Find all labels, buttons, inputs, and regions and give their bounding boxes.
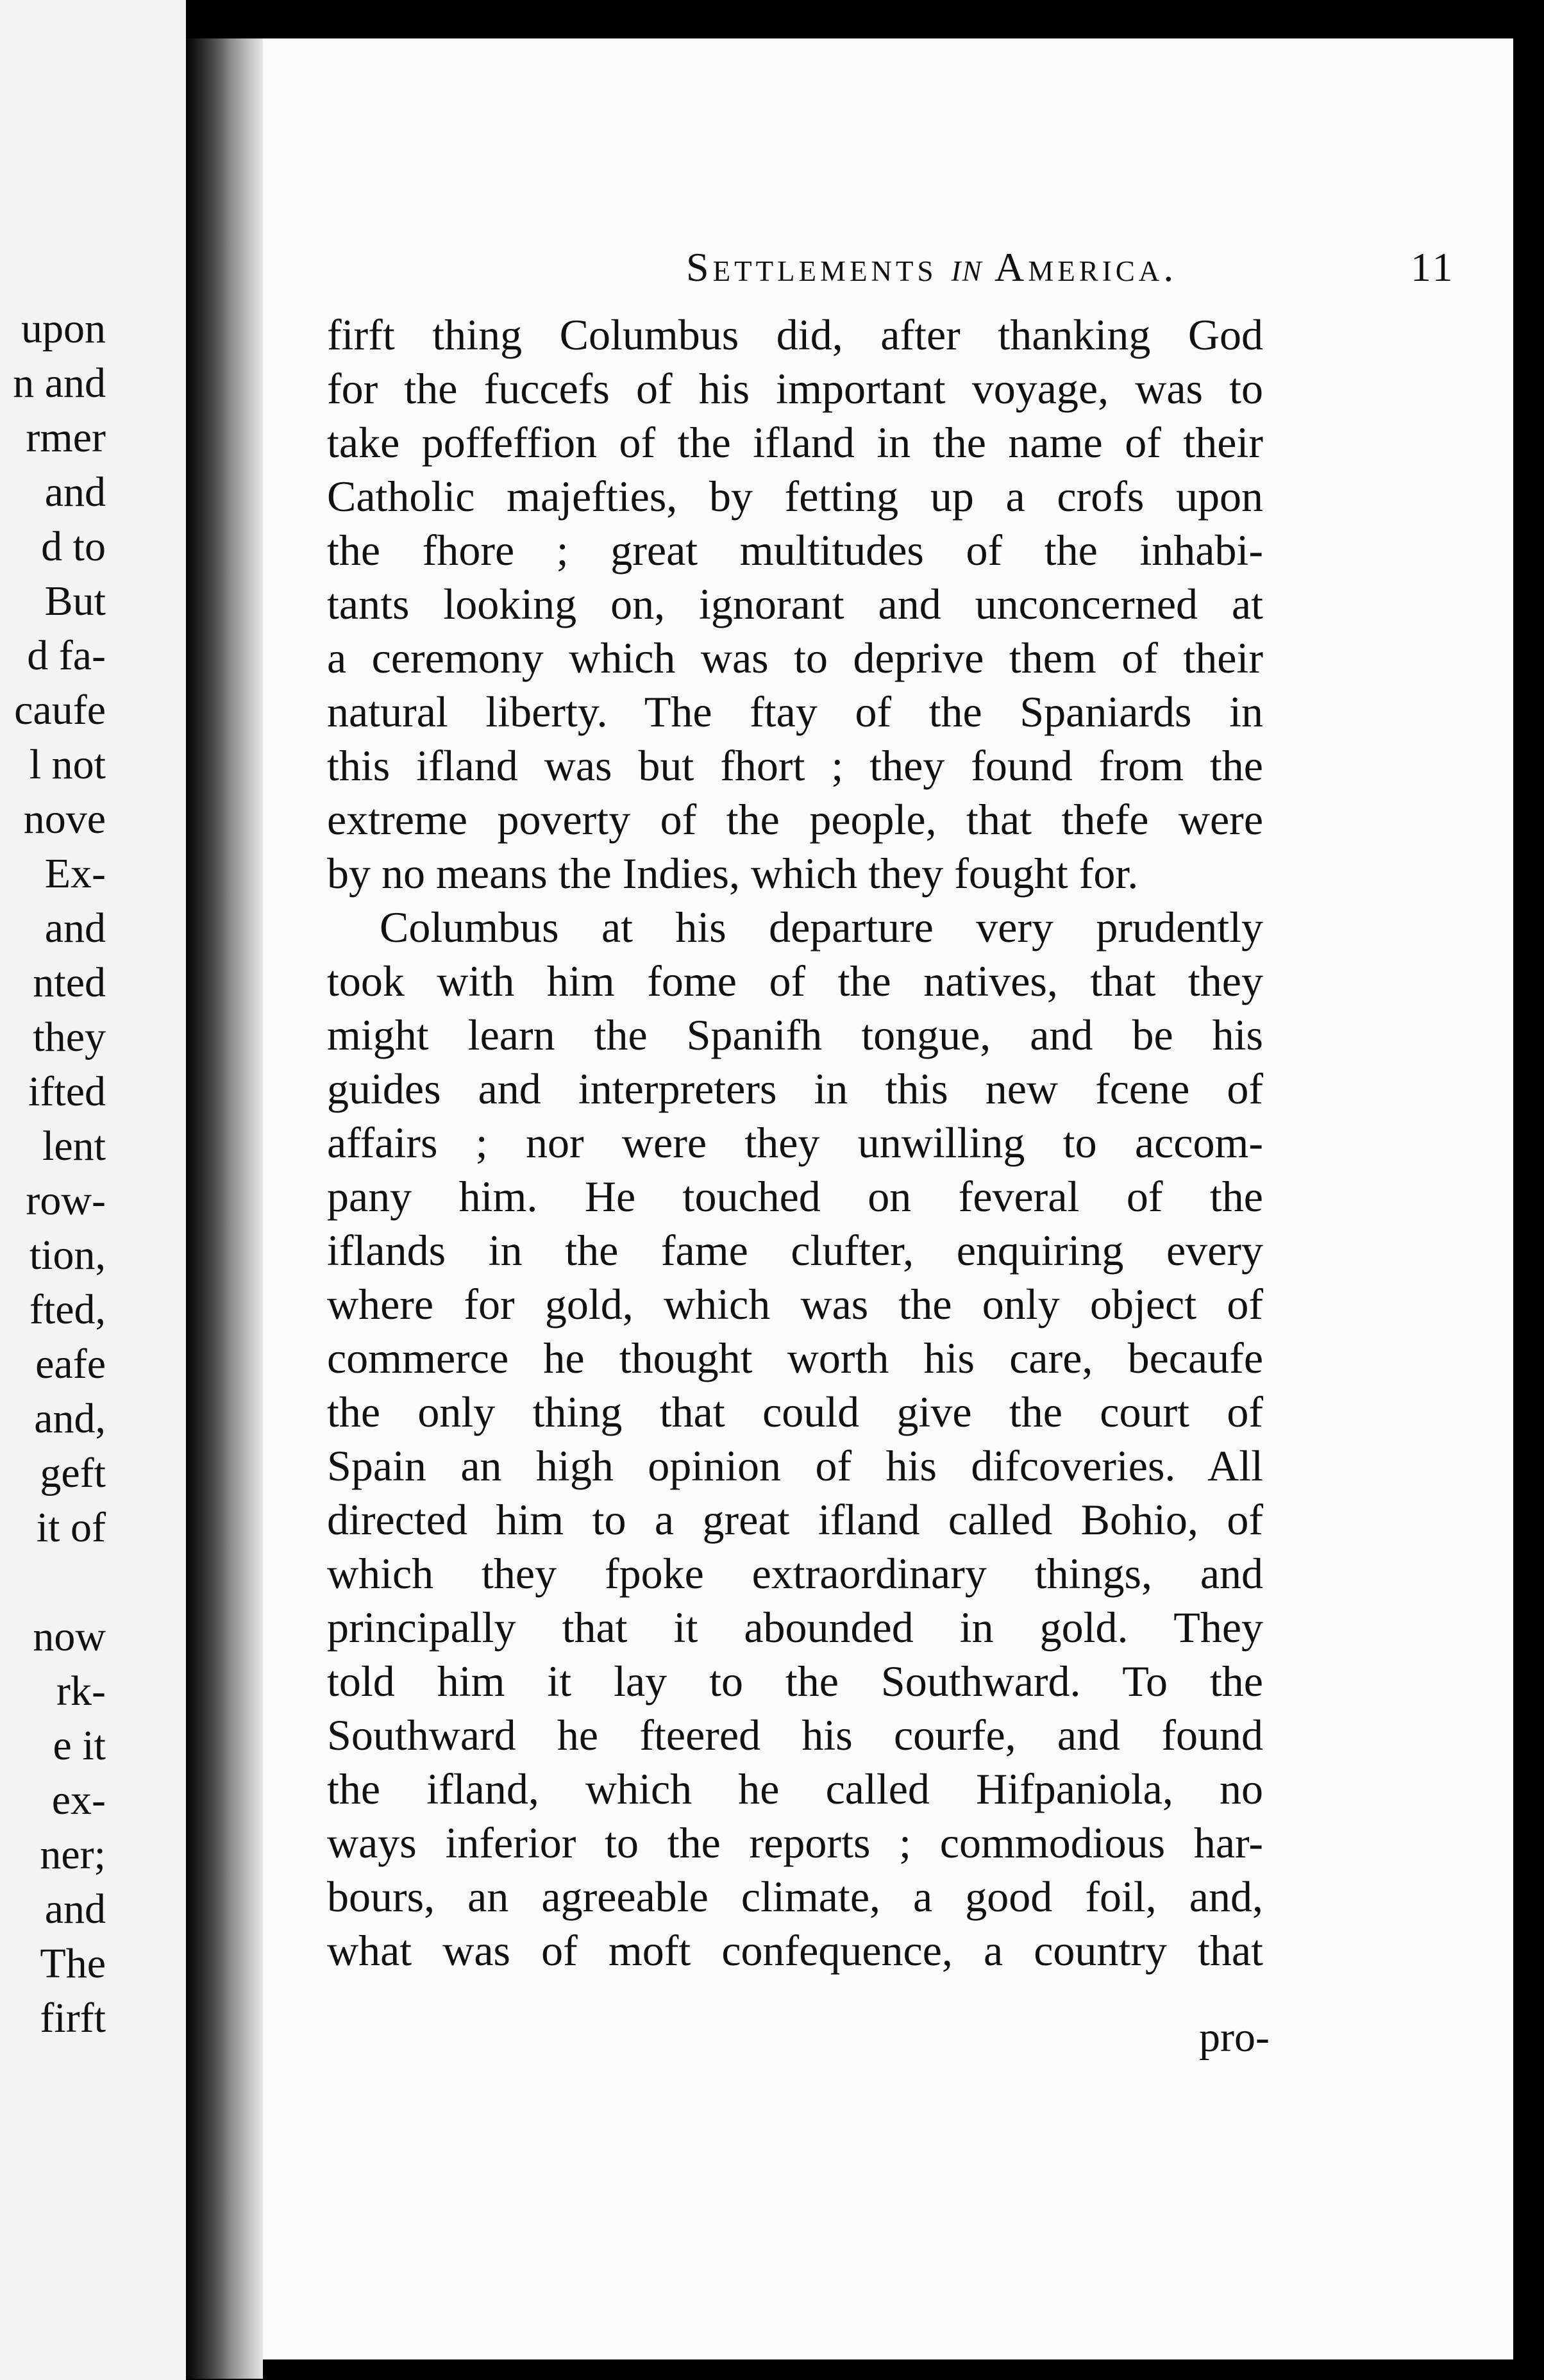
page-number: 11 (1411, 244, 1456, 290)
body-line: where for gold, which was the only object of (327, 1280, 1263, 1328)
facing-page-line: rmer (26, 414, 106, 461)
body-line: Columbus at his departure very prudently (380, 903, 1263, 951)
facing-page-line: d to (41, 523, 106, 570)
body-line: extreme poverty of the people, that thefe were (327, 795, 1263, 844)
body-line: ways inferior to the reports ; commodious har- (327, 1818, 1263, 1867)
facing-page-line: nove (23, 796, 106, 842)
body-line: take poffeffion of the ifland in the name of their (327, 418, 1263, 467)
body-line: commerce he thought worth his care, becaufe (327, 1334, 1263, 1382)
facing-page-line: it of (36, 1504, 106, 1551)
scan-border-top (186, 0, 1544, 38)
facing-page-line: and (44, 469, 106, 515)
facing-page-line: tion, (29, 1232, 106, 1278)
body-line: which they fpoke extraordinary things, and (327, 1549, 1263, 1598)
body-line: the only thing that could give the court of (327, 1387, 1263, 1436)
body-line: tants looking on, ignorant and unconcerned at (327, 580, 1263, 628)
main-page (263, 38, 1513, 2359)
body-line: Spain an high opinion of his difcoveries. All (327, 1441, 1263, 1490)
facing-page-line: n and (13, 360, 106, 406)
facing-page-line: eafe (35, 1341, 106, 1387)
body-line: affairs ; nor were they unwilling to accom- (327, 1118, 1263, 1167)
facing-page-line (0, 1555, 106, 1609)
facing-page-line: d fa- (27, 632, 106, 679)
facing-page-line: nted (33, 959, 106, 1006)
facing-page-line: and, (34, 1395, 106, 1442)
running-head-title-part: America. (994, 244, 1178, 290)
running-head-title-part: Settlements (686, 244, 937, 290)
running-head-title (686, 244, 1177, 291)
facing-page-line: firft (40, 1995, 106, 2041)
catchword: pro- (1199, 2014, 1270, 2061)
facing-page-line: lent (42, 1123, 106, 1169)
facing-page-line: e it (53, 1722, 106, 1769)
facing-page-line: rk- (56, 1668, 106, 1714)
running-head-title-italic: in (951, 244, 983, 290)
body-line: firft thing Columbus did, after thanking God (327, 310, 1263, 359)
body-line: by no means the Indies, which they fought for. (327, 849, 1139, 898)
facing-page-line: ex- (51, 1777, 106, 1823)
facing-page-line: and (44, 1886, 106, 1932)
facing-page-line: upon (21, 305, 106, 352)
facing-page-line: The (40, 1940, 106, 1987)
facing-page-line: and (44, 905, 106, 951)
body-line: for the fuccefs of his important voyage, was to (327, 364, 1263, 413)
book-gutter (186, 38, 263, 2379)
facing-page-line: they (33, 1014, 106, 1060)
body-line: iflands in the fame clufter, enquiring every (327, 1226, 1263, 1275)
body-line: guides and interpreters in this new fcene of (327, 1064, 1263, 1113)
body-line: the ifland, which he called Hifpaniola, no (327, 1764, 1263, 1813)
facing-page-line: geft (40, 1450, 106, 1496)
body-text (327, 308, 1263, 1977)
body-line: a ceremony which was to deprive them of their (327, 633, 1263, 682)
body-line: bours, an agreeable climate, a good foil, and, (327, 1872, 1263, 1921)
body-line: what was of moft confequence, a country that (327, 1926, 1263, 1975)
facing-page-line: l not (29, 741, 106, 788)
facing-page-line: fted, (29, 1286, 106, 1333)
body-line: Catholic majefties, by fetting up a crofs upon (327, 472, 1263, 521)
facing-page-line: Ex- (44, 850, 106, 897)
facing-page-line: now (33, 1613, 106, 1660)
body-line: Southward he fteered his courfe, and found (327, 1711, 1263, 1759)
body-line: might learn the Spanifh tongue, and be his (327, 1010, 1263, 1059)
body-line: this ifland was but fhort ; they found from the (327, 741, 1263, 790)
facing-page-line: row- (26, 1177, 106, 1224)
facing-page-text (0, 301, 106, 2045)
body-line: took with him fome of the natives, that they (327, 957, 1263, 1005)
body-line: directed him to a great ifland called Bohio, of (327, 1495, 1263, 1544)
facing-page-line: But (44, 578, 106, 624)
facing-page (0, 0, 186, 2380)
running-head (474, 244, 1526, 308)
body-line: natural liberty. The ftay of the Spaniards in (327, 687, 1263, 736)
facing-page-line: ner; (40, 1831, 106, 1878)
body-line: the fhore ; great multitudes of the inhabi- (327, 526, 1263, 574)
gutter-shadow (186, 38, 231, 2379)
facing-page-line: ifted (28, 1068, 106, 1115)
body-line: pany him. He touched on feveral of the (327, 1172, 1263, 1221)
body-line: told him it lay to the Southward. To the (327, 1657, 1263, 1705)
facing-page-line: caufe (14, 687, 106, 733)
body-line: principally that it abounded in gold. They (327, 1603, 1263, 1652)
